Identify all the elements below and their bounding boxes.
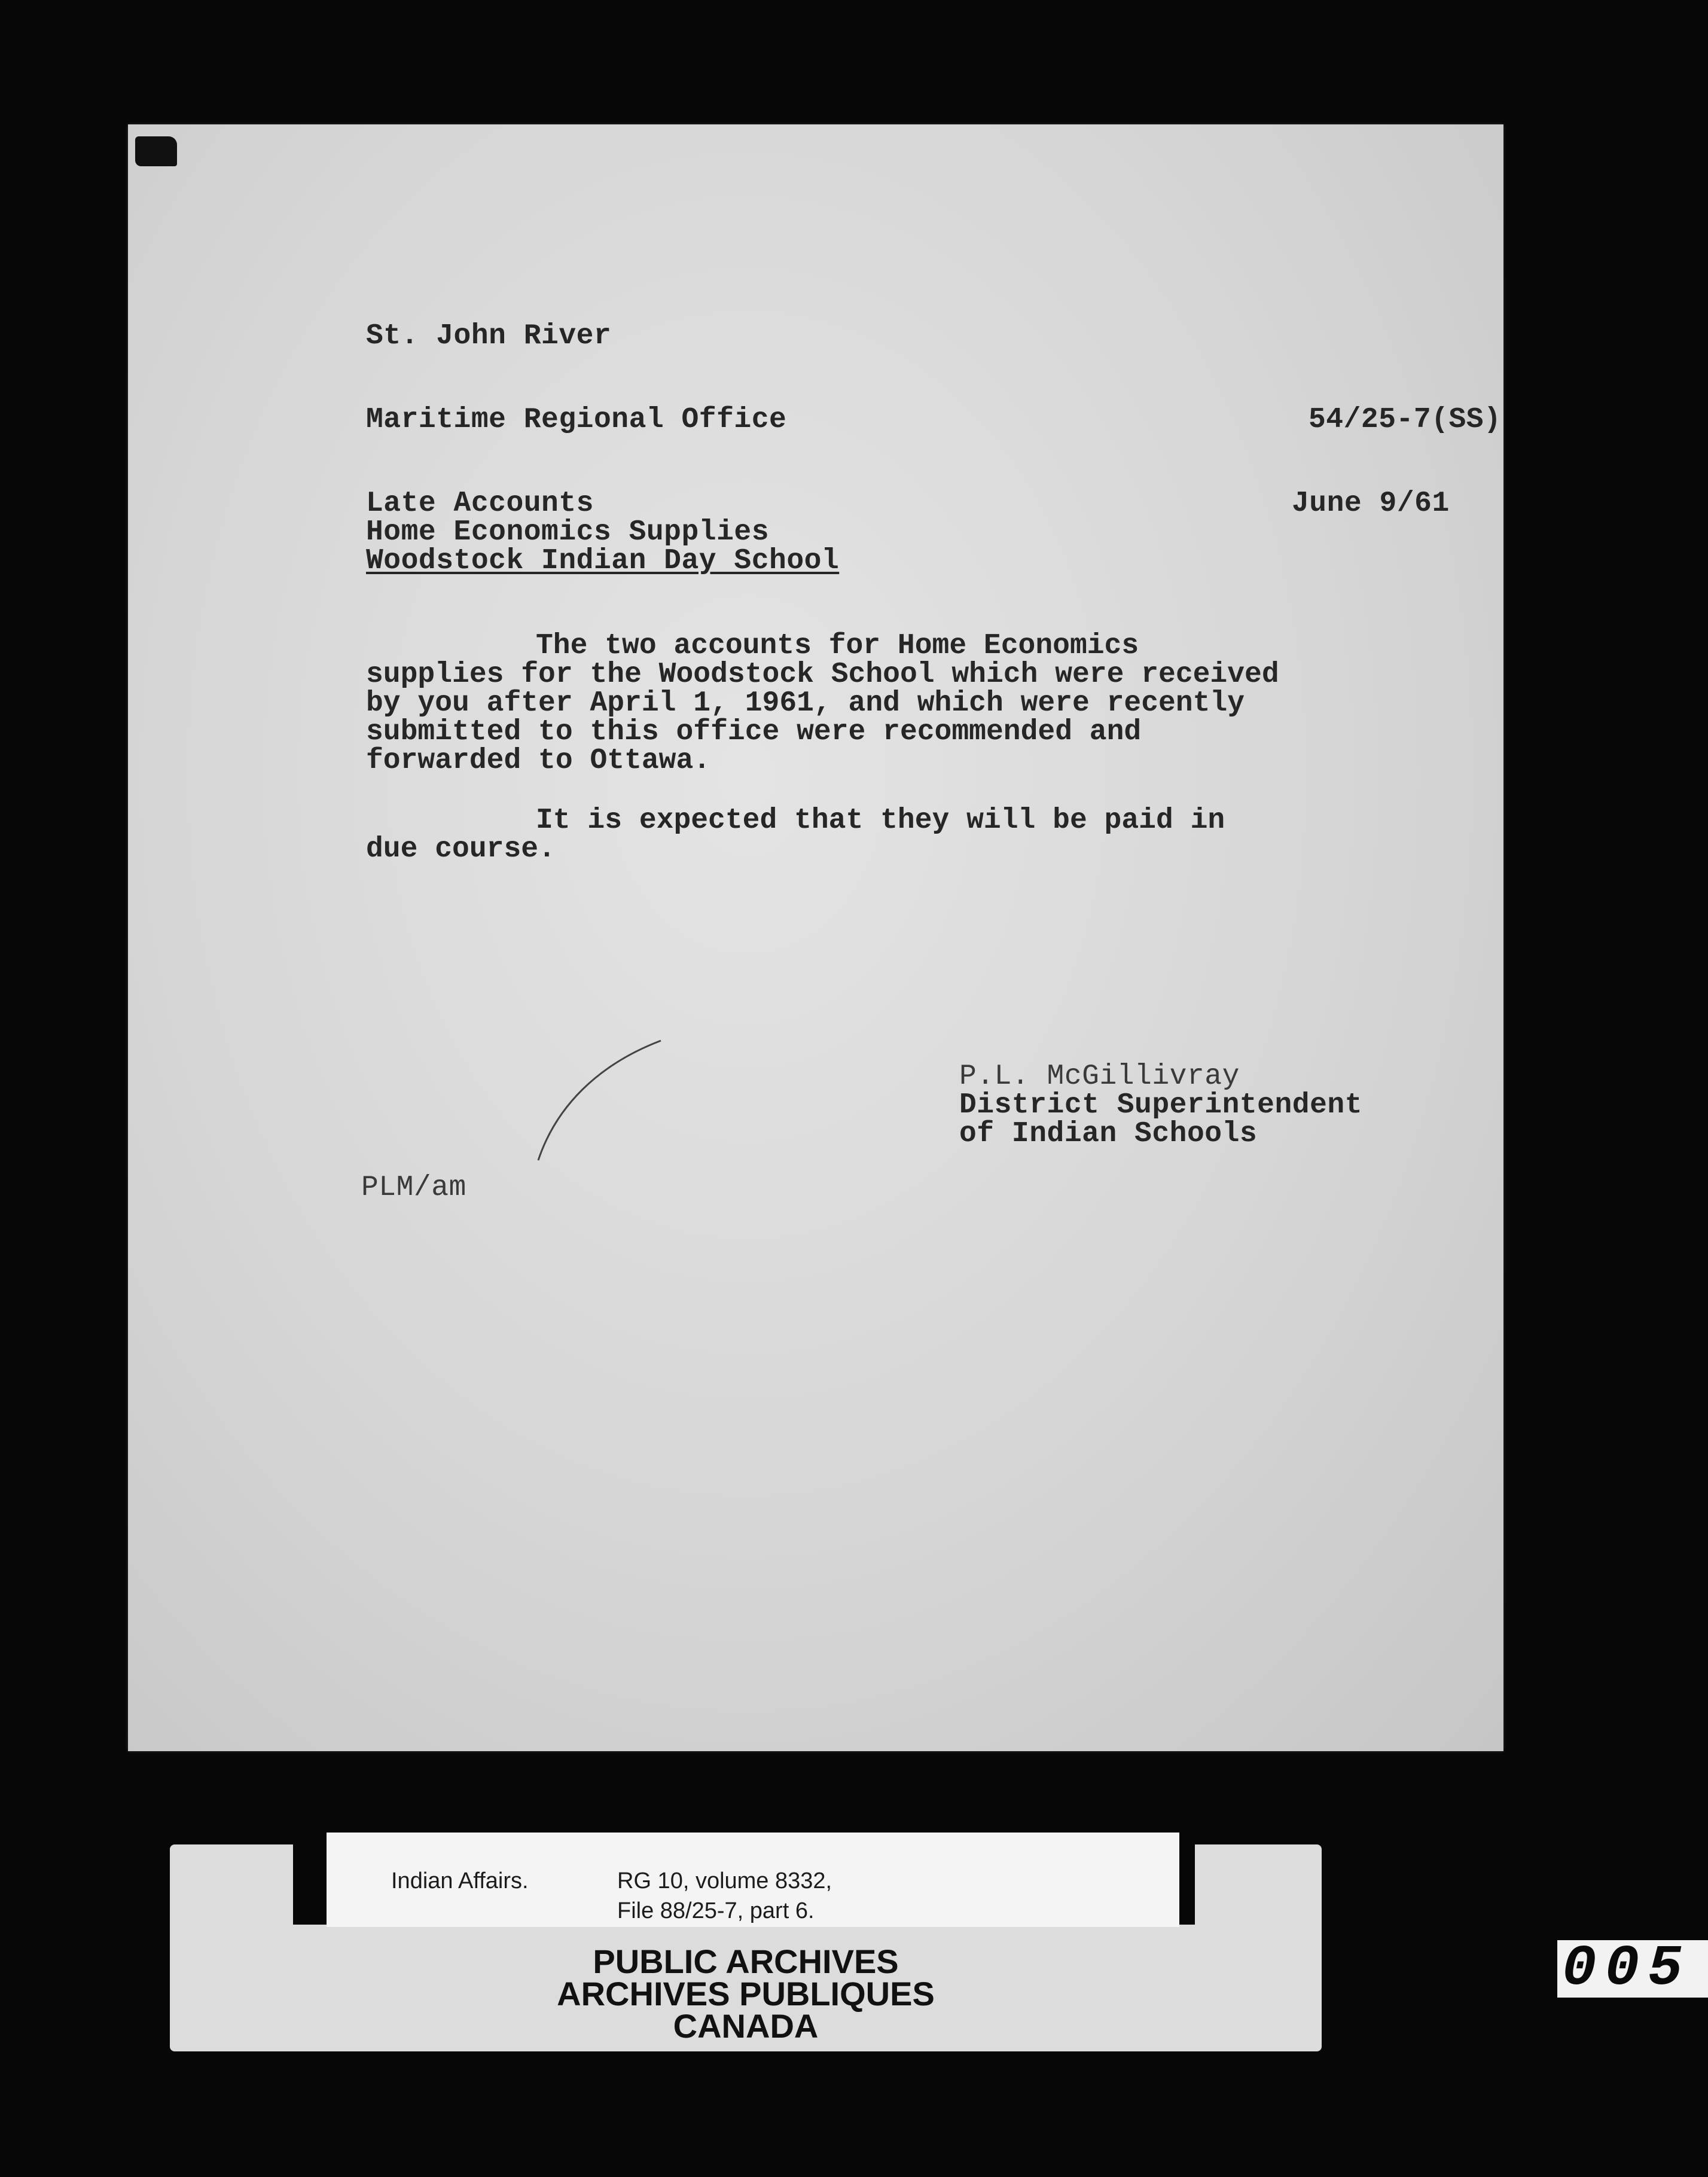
archive-heading-fr: ARCHIVES PUBLIQUES	[557, 1975, 935, 2013]
department-label: Indian Affairs.	[391, 1868, 529, 1894]
body-para1-line2: supplies for the Woodstock School which were received	[366, 658, 1279, 691]
pen-stroke	[532, 1035, 676, 1166]
body-para1-line4: submitted to this office were recommended and	[366, 716, 1142, 748]
body-para2-line1: It is expected that they will be paid in	[536, 804, 1225, 837]
body-para1-line1: The two accounts for Home Economics	[536, 630, 1139, 662]
signatory-title-2: of Indian Schools	[959, 1118, 1258, 1150]
archive-heading-country: CANADA	[673, 2007, 819, 2045]
subject-line-2: Home Economics Supplies	[366, 516, 770, 548]
body-para2-line2: due course.	[366, 833, 556, 865]
punch-mark	[135, 136, 177, 166]
letter-sheet	[128, 124, 1503, 1751]
signatory-name: P.L. McGillivray	[959, 1060, 1240, 1093]
reference-line-1: RG 10, volume 8332,	[617, 1868, 832, 1894]
subject-line-3: Woodstock Indian Day School	[366, 545, 840, 577]
office-line: Maritime Regional Office	[366, 404, 787, 436]
letter-date: June 9/61	[1292, 487, 1450, 520]
reference-line-2: File 88/25-7, part 6.	[617, 1898, 815, 1923]
typist-initials: PLM/am	[361, 1172, 466, 1204]
file-reference: 54/25-7(SS)	[1309, 404, 1502, 436]
body-para1-line3: by you after April 1, 1961, and which were recently	[366, 687, 1245, 719]
body-para1-line5: forwarded to Ottawa.	[366, 745, 711, 777]
archive-heading-en: PUBLIC ARCHIVES	[593, 1943, 899, 1980]
signatory-title-1: District Superintendent	[959, 1089, 1363, 1121]
subject-line-1: Late Accounts	[366, 487, 594, 520]
archive-reference-slip	[327, 1833, 1179, 1927]
recipient-line: St. John River	[366, 320, 612, 352]
frame-number: 005	[1557, 1940, 1708, 1998]
